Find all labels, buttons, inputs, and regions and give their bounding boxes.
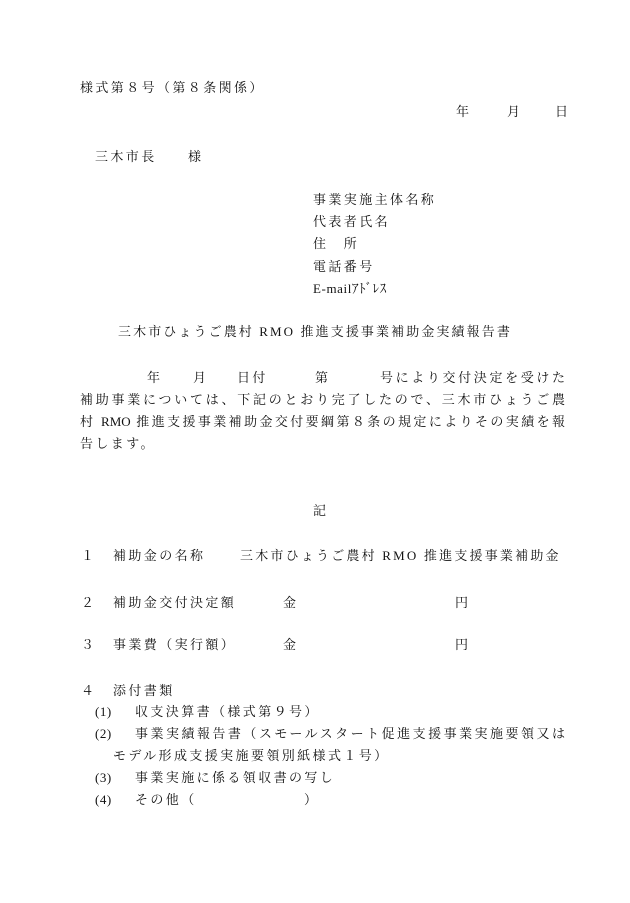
body-year-label: 年 xyxy=(147,370,163,385)
body-line3: 村 RMO 推進支援事業補助金交付要綱第８条の規定によりその実績を報 xyxy=(80,415,565,429)
form-number: 様式第８号（第８条関係） xyxy=(80,80,265,95)
attachment-number: (3) xyxy=(95,770,112,785)
attachment-number: (4) xyxy=(95,792,112,807)
applicant-representative-label: 代表者氏名 xyxy=(313,214,391,229)
item-number: １ xyxy=(81,548,97,563)
applicant-org-name-label: 事業実施主体名称 xyxy=(313,192,437,207)
item-label-subsidy-name: 補助金の名称 xyxy=(113,548,206,563)
item-amount-suffix: 円 xyxy=(455,637,471,652)
attachment-text: 収支決算書（様式第９号） xyxy=(135,704,320,719)
item-label-decided-amount: 補助金交付決定額 xyxy=(113,595,237,610)
attachment-text-other: その他（ xyxy=(135,792,197,807)
item-amount-prefix: 金 xyxy=(283,595,299,610)
item-number: ３ xyxy=(81,637,97,652)
applicant-address-label: 住 所 xyxy=(313,236,360,251)
attachment-other-close-paren: ） xyxy=(304,792,320,807)
applicant-phone-label: 電話番号 xyxy=(313,259,375,274)
record-mark: 記 xyxy=(313,503,329,518)
applicant-email-label: E-mailｱﾄﾞﾚｽ xyxy=(313,281,387,296)
document-title: 三木市ひょうご農村 RMO 推進支援事業補助金実績報告書 xyxy=(118,324,512,339)
item-label-project-cost: 事業費（実行額） xyxy=(113,637,237,652)
item-amount-prefix: 金 xyxy=(283,637,299,652)
body-line4: 告します。 xyxy=(80,436,156,451)
item-label-attachments: 添付書類 xyxy=(113,683,175,698)
attachment-text-continuation: モデル形成支援実施要領別紙様式１号） xyxy=(113,748,390,763)
date-day-label: 日 xyxy=(555,104,571,119)
item-value-subsidy-name: 三木市ひょうご農村 RMO 推進支援事業補助金 xyxy=(240,548,561,563)
attachment-text: 事業実施に係る領収書の写し xyxy=(135,770,336,785)
attachment-text: 事業実績報告書（スモールスタート促進支援事業実施要領又は xyxy=(135,727,565,741)
body-line2: 補助事業については、下記のとおり完了したので、三木市ひょうご農 xyxy=(80,393,565,407)
body-day-label: 日付 xyxy=(237,370,268,385)
date-month-label: 月 xyxy=(507,104,523,119)
attachment-number: (1) xyxy=(95,704,112,719)
item-number: ２ xyxy=(81,595,97,610)
addressee-honorific: 様 xyxy=(188,149,204,164)
body-line1-rest: 号により交付決定を受けた xyxy=(380,371,565,385)
date-year-label: 年 xyxy=(456,104,472,119)
body-number-prefix: 第 xyxy=(315,370,331,385)
attachment-number: (2) xyxy=(95,726,112,741)
item-number: ４ xyxy=(81,683,97,698)
addressee-name: 三木市長 xyxy=(95,149,157,164)
body-month-label: 月 xyxy=(193,370,209,385)
item-amount-suffix: 円 xyxy=(455,595,471,610)
